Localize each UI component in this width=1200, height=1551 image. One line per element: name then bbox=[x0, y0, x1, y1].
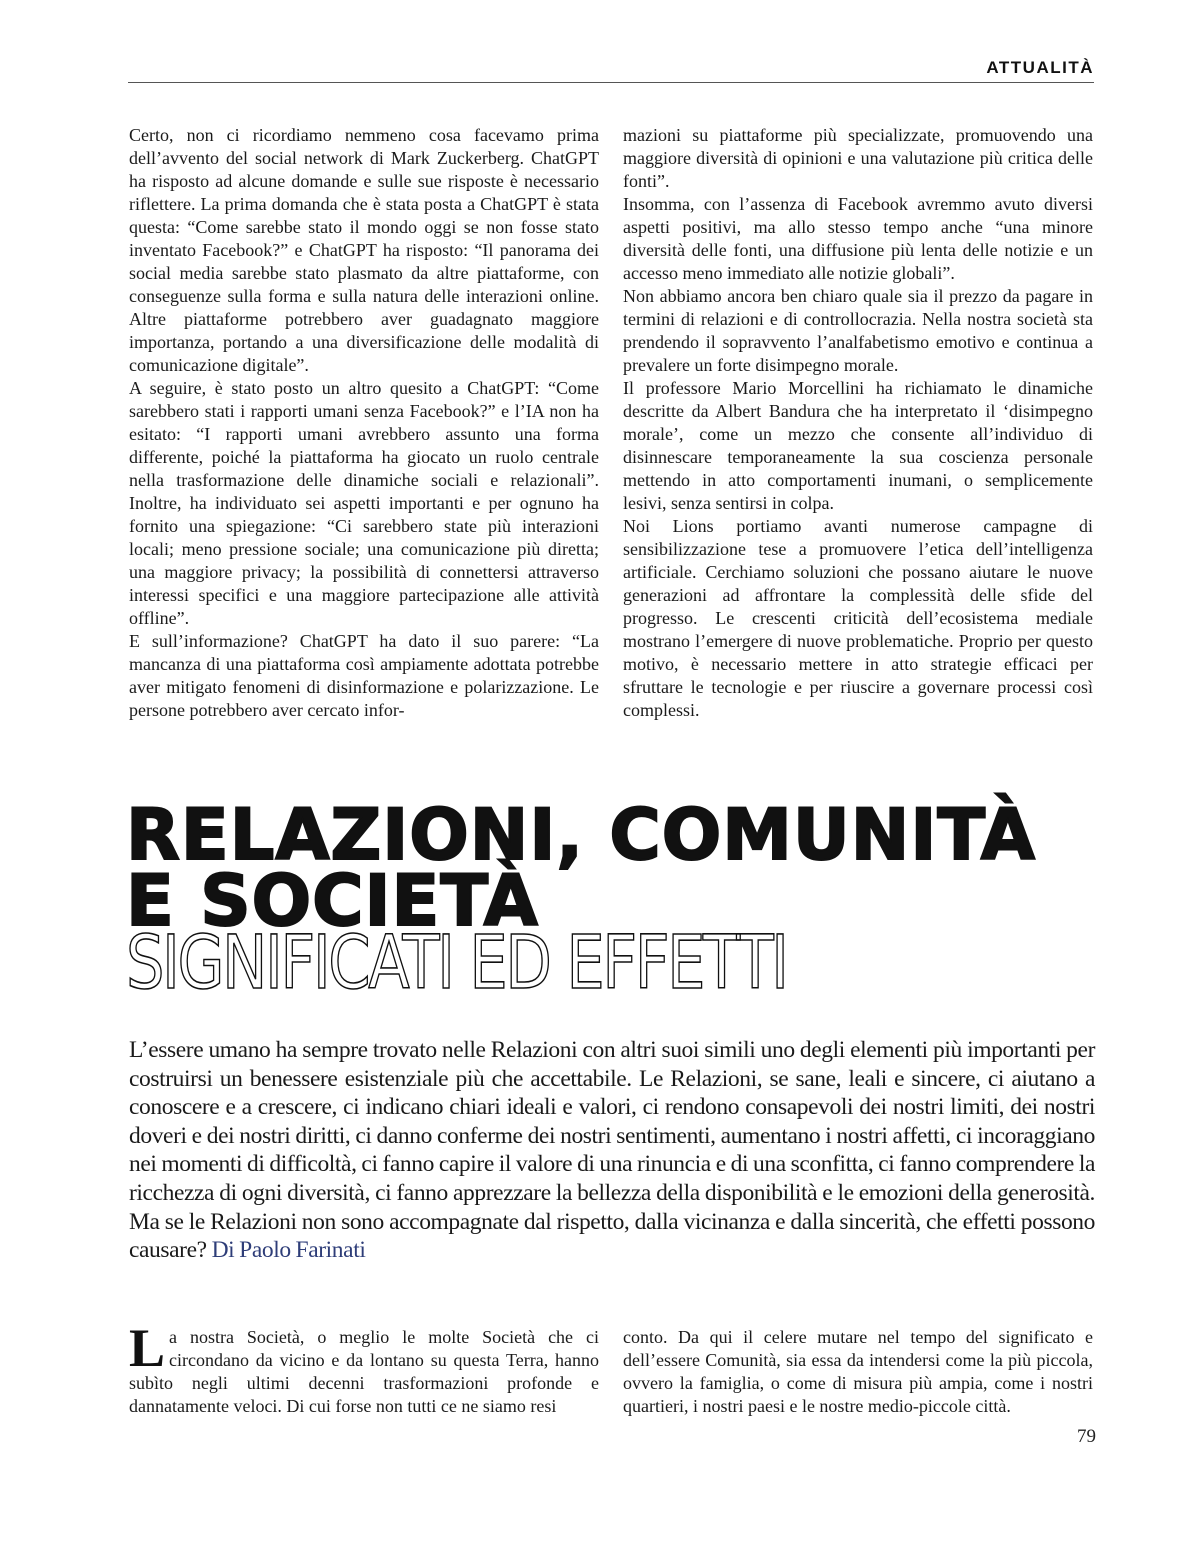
article-subheadline: SIGNIFICATI ED EFFETTI bbox=[126, 920, 787, 1006]
top-article-left-column bbox=[129, 124, 599, 722]
paragraph bbox=[129, 1318, 599, 1418]
feature-body-right-column bbox=[623, 1326, 1093, 1418]
headline-line-2: E SOCIETÀ bbox=[126, 860, 539, 942]
paragraph: conto. Da qui il celere mutare nel tempo del significato e dell’essere Comunità, sia essa da intendersi come la più piccola, ovvero la famiglia, o come di misura più ampia, come i nostri quartieri, i nostri paesi e le nostre medio-piccole città. bbox=[623, 1327, 1093, 1416]
body-text: a nostra Società, o meglio le molte Società che ci circondano da vicino e da lontano su questa Terra, hanno subìto negli ultimi decenni trasformazioni profonde e dannatamente veloci. Di cui forse non tutti ce ne siamo resi bbox=[129, 1327, 599, 1416]
paragraph: Il professore Mario Morcellini ha richiamato le dinamiche descritte da Albert Bandura che ha interpretato il ‘disimpegno morale’, come un mezzo che consente all’individuo di disinnescare temporaneamente la sua coscienza personale mettendo in atto comportamenti inumani, o semplicemente lesivi, senza sentirsi in colpa. bbox=[623, 378, 1093, 513]
headline-line-1: RELAZIONI, COMUNITÀ bbox=[126, 794, 1036, 876]
lead-text: L’essere umano ha sempre trovato nelle Relazioni con altri suoi simili uno degli elementi più importanti per costruirsi un benessere esistenziale più che accettabile. Le Relazioni, se sane, leali e sincere, ci aiutano a conoscere e a crescere, ci indicano chiari ideali e valori, ci rendono consapevoli dei nostri limiti, dei nostri doveri e dei nostri diritti, ci danno conferme dei nostri sentimenti, aumentano i nostri affetti, ci incoraggiano nei momenti di difficoltà, ci fanno capire il valore di una rinuncia e di una sconfitta, ci fanno comprendere la ricchezza di ogni diversità, ci fanno apprezzare la bellezza della disponibilità e le emozioni della generosità. Ma se le Relazioni non sono accompagnate dal rispetto, dalla vicinanza e dalla sincerità, che effetti possono causare? bbox=[129, 1037, 1095, 1264]
paragraph: Certo, non ci ricordiamo nemmeno cosa facevamo prima dell’avvento del social network di Mark Zuckerberg. ChatGPT ha risposto ad alcune domande e sulle sue risposte è necessario riflettere. La prima domanda che è stata posta a ChatGPT è stata questa: “Come sarebbe stato il mondo oggi se non fosse stato inventato Facebook?” e ChatGPT ha risposto: “Il panorama dei social media sarebbe stato plasmato da altre piattaforme, con conseguenze sulla forma e sulla natura delle interazioni online. Altre piattaforme potrebbero aver guadagnato maggiore importanza, portando a una diversificazione delle modalità di comunicazione digitale”. bbox=[129, 125, 599, 375]
paragraph: Noi Lions portiamo avanti numerose campagne di sensibilizzazione tese a promuovere l’etica dell’intelligenza artificiale. Cerchiamo soluzioni che possano aiutare le nuove generazioni ad affrontare la complessità delle sfide del progresso. Le crescenti criticità dell’ecosistema mediale mostrano l’emergere di nuove problematiche. Proprio per questo motivo, è necessario mettere in atto strategie efficaci per sfruttare le tecnologie e per riuscire a governare processi così complessi. bbox=[623, 516, 1093, 720]
article-headline bbox=[126, 794, 1086, 942]
paragraph: E sull’informazione? ChatGPT ha dato il suo parere: “La mancanza di una piattaforma così ampiamente adottata potrebbe aver mitigato fenomeni di disinformazione e polarizzazione. Le persone potrebbero aver cercato infor- bbox=[129, 631, 599, 720]
byline: Di Paolo Farinati bbox=[211, 1237, 366, 1264]
feature-body-left-column bbox=[129, 1318, 599, 1418]
top-article-right-column bbox=[623, 124, 1093, 722]
paragraph: Insomma, con l’assenza di Facebook avremmo avuto diversi aspetti positivi, ma allo stesso tempo anche “una minore diversità delle fonti, una diffusione più lenta delle notizie e un accesso meno immediato alle notizie globali”. bbox=[623, 194, 1093, 283]
section-label: ATTUALITÀ bbox=[986, 58, 1094, 77]
paragraph: mazioni su piattaforme più specializzate, promuovendo una maggiore diversità di opinioni e una valutazione più critica delle fonti”. bbox=[623, 125, 1093, 191]
page-number: 79 bbox=[1077, 1426, 1096, 1447]
header-rule bbox=[128, 82, 1094, 83]
article-lead bbox=[129, 1036, 1095, 1265]
paragraph: Non abbiamo ancora ben chiaro quale sia il prezzo da pagare in termini di relazioni e di controllocrazia. Nella nostra società sta prendendo il sopravvento l’analfabetismo emotivo e continua a prevalere un forte disimpegno morale. bbox=[623, 286, 1093, 375]
drop-cap: L bbox=[129, 1318, 166, 1378]
paragraph: A seguire, è stato posto un altro quesito a ChatGPT: “Come sarebbero stati i rapporti umani senza Facebook?” e l’IA non ha esitato: “I rapporti umani avrebbero assunto una forma differente, poiché la piattaforma ha giocato un ruolo centrale nella trasformazione delle dinamiche sociali e relazionali”. Inoltre, ha individuato sei aspetti importanti e per ognuno ha fornito una spiegazione: “Ci sarebbero state più interazioni locali; meno pressione sociale; una comunicazione più diretta; una maggiore privacy; la possibilità di connettersi attraverso interessi specifici e una maggiore partecipazione alle attività offline”. bbox=[129, 378, 599, 628]
